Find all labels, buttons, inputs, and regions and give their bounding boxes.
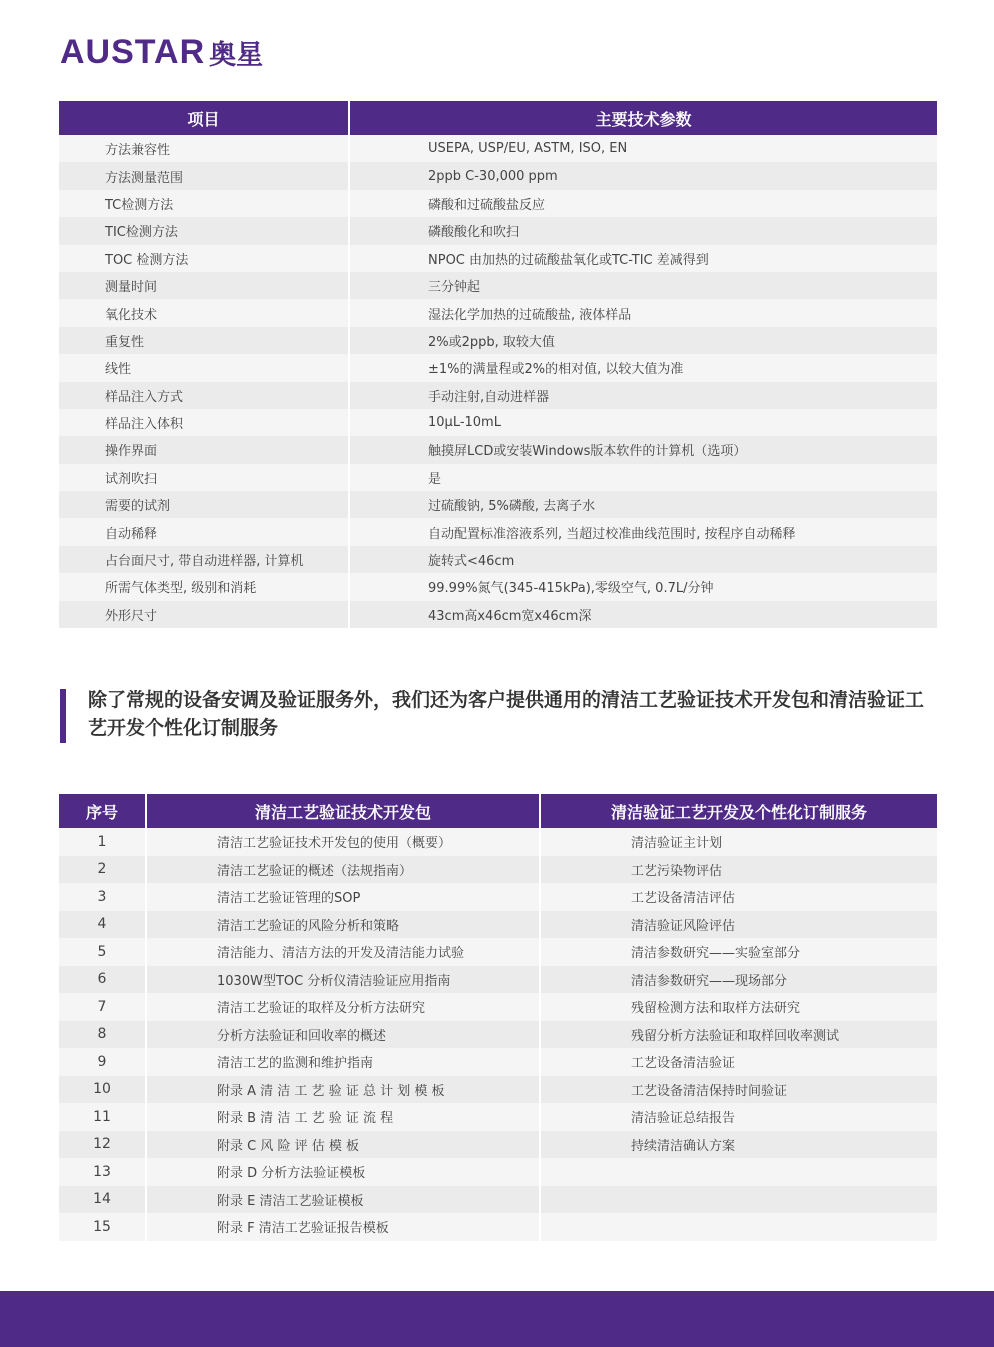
services-row bbox=[59, 883, 937, 911]
callout-accent-bar bbox=[60, 689, 66, 743]
services-row bbox=[59, 1186, 937, 1214]
services-number-cell: 6 bbox=[59, 966, 147, 994]
services-header-custom: 清洁验证工艺开发及个性化订制服务 bbox=[541, 794, 937, 828]
services-number-cell: 7 bbox=[59, 993, 147, 1021]
services-number-cell: 12 bbox=[59, 1131, 147, 1159]
specs-row bbox=[59, 436, 937, 463]
services-custom-cell: 清洁验证主计划 bbox=[541, 828, 937, 856]
specs-item-cell: 测量时间 bbox=[59, 272, 350, 299]
specs-item-cell: 样品注入方式 bbox=[59, 382, 350, 409]
specs-param-cell: USEPA, USP/EU, ASTM, ISO, EN bbox=[350, 135, 937, 162]
services-package-cell: 附录 F 清洁工艺验证报告模板 bbox=[147, 1213, 541, 1241]
specs-item-cell: 需要的试剂 bbox=[59, 491, 350, 518]
services-package-cell: 清洁工艺的监测和维护指南 bbox=[147, 1048, 541, 1076]
services-number-cell: 14 bbox=[59, 1186, 147, 1214]
services-custom-cell: 工艺污染物评估 bbox=[541, 856, 937, 884]
specs-table bbox=[59, 101, 937, 628]
services-package-cell: 清洁工艺验证技术开发包的使用（概要） bbox=[147, 828, 541, 856]
services-package-cell: 清洁工艺验证的取样及分析方法研究 bbox=[147, 993, 541, 1021]
services-package-cell: 清洁工艺验证的风险分析和策略 bbox=[147, 911, 541, 939]
specs-header-row bbox=[59, 101, 937, 135]
brand-logo bbox=[60, 32, 263, 72]
services-row bbox=[59, 1048, 937, 1076]
services-number-cell: 3 bbox=[59, 883, 147, 911]
specs-item-cell: TOC 检测方法 bbox=[59, 245, 350, 272]
services-custom-cell: 清洁验证总结报告 bbox=[541, 1103, 937, 1131]
services-number-cell: 11 bbox=[59, 1103, 147, 1131]
specs-param-cell: 10µL-10mL bbox=[350, 409, 937, 436]
specs-param-cell: 旋转式<46cm bbox=[350, 546, 937, 573]
services-row bbox=[59, 1103, 937, 1131]
specs-row bbox=[59, 162, 937, 189]
specs-item-cell: 线性 bbox=[59, 354, 350, 381]
specs-item-cell: 样品注入体积 bbox=[59, 409, 350, 436]
specs-row bbox=[59, 409, 937, 436]
callout-text: 除了常规的设备安调及验证服务外，我们还为客户提供通用的清洁工艺验证技术开发包和清洁验证工艺开发个性化订制服务 bbox=[88, 689, 925, 739]
specs-row bbox=[59, 573, 937, 600]
services-number-cell: 9 bbox=[59, 1048, 147, 1076]
specs-param-cell: 触摸屏LCD或安装Windows版本软件的计算机（选项） bbox=[350, 436, 937, 463]
services-custom-cell: 清洁参数研究——实验室部分 bbox=[541, 938, 937, 966]
specs-param-cell: 湿法化学加热的过硫酸盐, 液体样品 bbox=[350, 299, 937, 326]
services-row bbox=[59, 828, 937, 856]
services-number-cell: 5 bbox=[59, 938, 147, 966]
specs-param-cell: 手动注射,自动进样器 bbox=[350, 382, 937, 409]
specs-item-cell: 试剂吹扫 bbox=[59, 464, 350, 491]
services-header-number: 序号 bbox=[59, 794, 147, 828]
services-package-cell: 附录 E 清洁工艺验证模板 bbox=[147, 1186, 541, 1214]
services-row bbox=[59, 993, 937, 1021]
specs-row bbox=[59, 382, 937, 409]
services-row bbox=[59, 938, 937, 966]
services-row bbox=[59, 966, 937, 994]
services-row bbox=[59, 1213, 937, 1241]
logo-text-en: AUSTAR bbox=[60, 32, 206, 71]
specs-header-params: 主要技术参数 bbox=[350, 101, 937, 135]
service-callout bbox=[60, 686, 940, 743]
specs-param-cell: 过硫酸钠, 5%磷酸, 去离子水 bbox=[350, 491, 937, 518]
services-package-cell: 附录 D 分析方法验证模板 bbox=[147, 1158, 541, 1186]
specs-item-cell: TC检测方法 bbox=[59, 190, 350, 217]
services-table bbox=[59, 794, 937, 1241]
services-custom-cell: 工艺设备清洁保持时间验证 bbox=[541, 1076, 937, 1104]
specs-row bbox=[59, 217, 937, 244]
specs-row bbox=[59, 245, 937, 272]
specs-param-cell: 2ppb C-30,000 ppm bbox=[350, 162, 937, 189]
services-package-cell: 分析方法验证和回收率的概述 bbox=[147, 1021, 541, 1049]
specs-item-cell: 氧化技术 bbox=[59, 299, 350, 326]
specs-param-cell: NPOC 由加热的过硫酸盐氧化或TC-TIC 差减得到 bbox=[350, 245, 937, 272]
services-package-cell: 清洁工艺验证管理的SOP bbox=[147, 883, 541, 911]
services-number-cell: 10 bbox=[59, 1076, 147, 1104]
services-header-row bbox=[59, 794, 937, 828]
footer-band bbox=[0, 1291, 994, 1347]
services-number-cell: 4 bbox=[59, 911, 147, 939]
specs-row bbox=[59, 464, 937, 491]
specs-item-cell: 自动稀释 bbox=[59, 518, 350, 545]
services-custom-cell bbox=[541, 1186, 937, 1214]
services-row bbox=[59, 1076, 937, 1104]
services-number-cell: 2 bbox=[59, 856, 147, 884]
specs-param-cell: 自动配置标准溶液系列, 当超过校准曲线范围时, 按程序自动稀释 bbox=[350, 518, 937, 545]
specs-item-cell: 所需气体类型, 级别和消耗 bbox=[59, 573, 350, 600]
specs-row bbox=[59, 601, 937, 628]
specs-item-cell: 外形尺寸 bbox=[59, 601, 350, 628]
services-header-package: 清洁工艺验证技术开发包 bbox=[147, 794, 541, 828]
specs-row bbox=[59, 546, 937, 573]
services-custom-cell: 工艺设备清洁评估 bbox=[541, 883, 937, 911]
specs-param-cell: 三分钟起 bbox=[350, 272, 937, 299]
specs-row bbox=[59, 272, 937, 299]
services-custom-cell bbox=[541, 1213, 937, 1241]
services-number-cell: 1 bbox=[59, 828, 147, 856]
specs-param-cell: 磷酸和过硫酸盐反应 bbox=[350, 190, 937, 217]
logo-text-cn: 奥星 bbox=[209, 39, 264, 71]
specs-row bbox=[59, 354, 937, 381]
specs-param-cell: 2%或2ppb, 取较大值 bbox=[350, 327, 937, 354]
specs-item-cell: 重复性 bbox=[59, 327, 350, 354]
services-package-cell: 附录 A 清 洁 工 艺 验 证 总 计 划 模 板 bbox=[147, 1076, 541, 1104]
specs-item-cell: TIC检测方法 bbox=[59, 217, 350, 244]
services-custom-cell: 清洁验证风险评估 bbox=[541, 911, 937, 939]
specs-param-cell: 是 bbox=[350, 464, 937, 491]
services-custom-cell: 残留检测方法和取样方法研究 bbox=[541, 993, 937, 1021]
services-package-cell: 附录 C 风 险 评 估 模 板 bbox=[147, 1131, 541, 1159]
specs-row bbox=[59, 491, 937, 518]
specs-item-cell: 操作界面 bbox=[59, 436, 350, 463]
specs-param-cell: ±1%的满量程或2%的相对值, 以较大值为准 bbox=[350, 354, 937, 381]
specs-row bbox=[59, 299, 937, 326]
services-number-cell: 15 bbox=[59, 1213, 147, 1241]
specs-row bbox=[59, 518, 937, 545]
services-row bbox=[59, 911, 937, 939]
specs-item-cell: 方法测量范围 bbox=[59, 162, 350, 189]
services-custom-cell: 持续清洁确认方案 bbox=[541, 1131, 937, 1159]
services-row bbox=[59, 1158, 937, 1186]
services-custom-cell: 清洁参数研究——现场部分 bbox=[541, 966, 937, 994]
specs-row bbox=[59, 135, 937, 162]
specs-header-item: 项目 bbox=[59, 101, 350, 135]
services-package-cell: 清洁工艺验证的概述（法规指南） bbox=[147, 856, 541, 884]
services-custom-cell: 工艺设备清洁验证 bbox=[541, 1048, 937, 1076]
services-number-cell: 8 bbox=[59, 1021, 147, 1049]
specs-item-cell: 占台面尺寸, 带自动进样器, 计算机 bbox=[59, 546, 350, 573]
specs-row bbox=[59, 190, 937, 217]
services-custom-cell bbox=[541, 1158, 937, 1186]
specs-param-cell: 99.99%氮气(345-415kPa),零级空气, 0.7L/分钟 bbox=[350, 573, 937, 600]
services-row bbox=[59, 1131, 937, 1159]
services-number-cell: 13 bbox=[59, 1158, 147, 1186]
services-custom-cell: 残留分析方法验证和取样回收率测试 bbox=[541, 1021, 937, 1049]
services-row bbox=[59, 1021, 937, 1049]
services-package-cell: 清洁能力、清洁方法的开发及清洁能力试验 bbox=[147, 938, 541, 966]
specs-param-cell: 43cm高x46cm宽x46cm深 bbox=[350, 601, 937, 628]
services-package-cell: 1030W型TOC 分析仪清洁验证应用指南 bbox=[147, 966, 541, 994]
services-row bbox=[59, 856, 937, 884]
services-package-cell: 附录 B 清 洁 工 艺 验 证 流 程 bbox=[147, 1103, 541, 1131]
specs-row bbox=[59, 327, 937, 354]
specs-param-cell: 磷酸酸化和吹扫 bbox=[350, 217, 937, 244]
specs-item-cell: 方法兼容性 bbox=[59, 135, 350, 162]
